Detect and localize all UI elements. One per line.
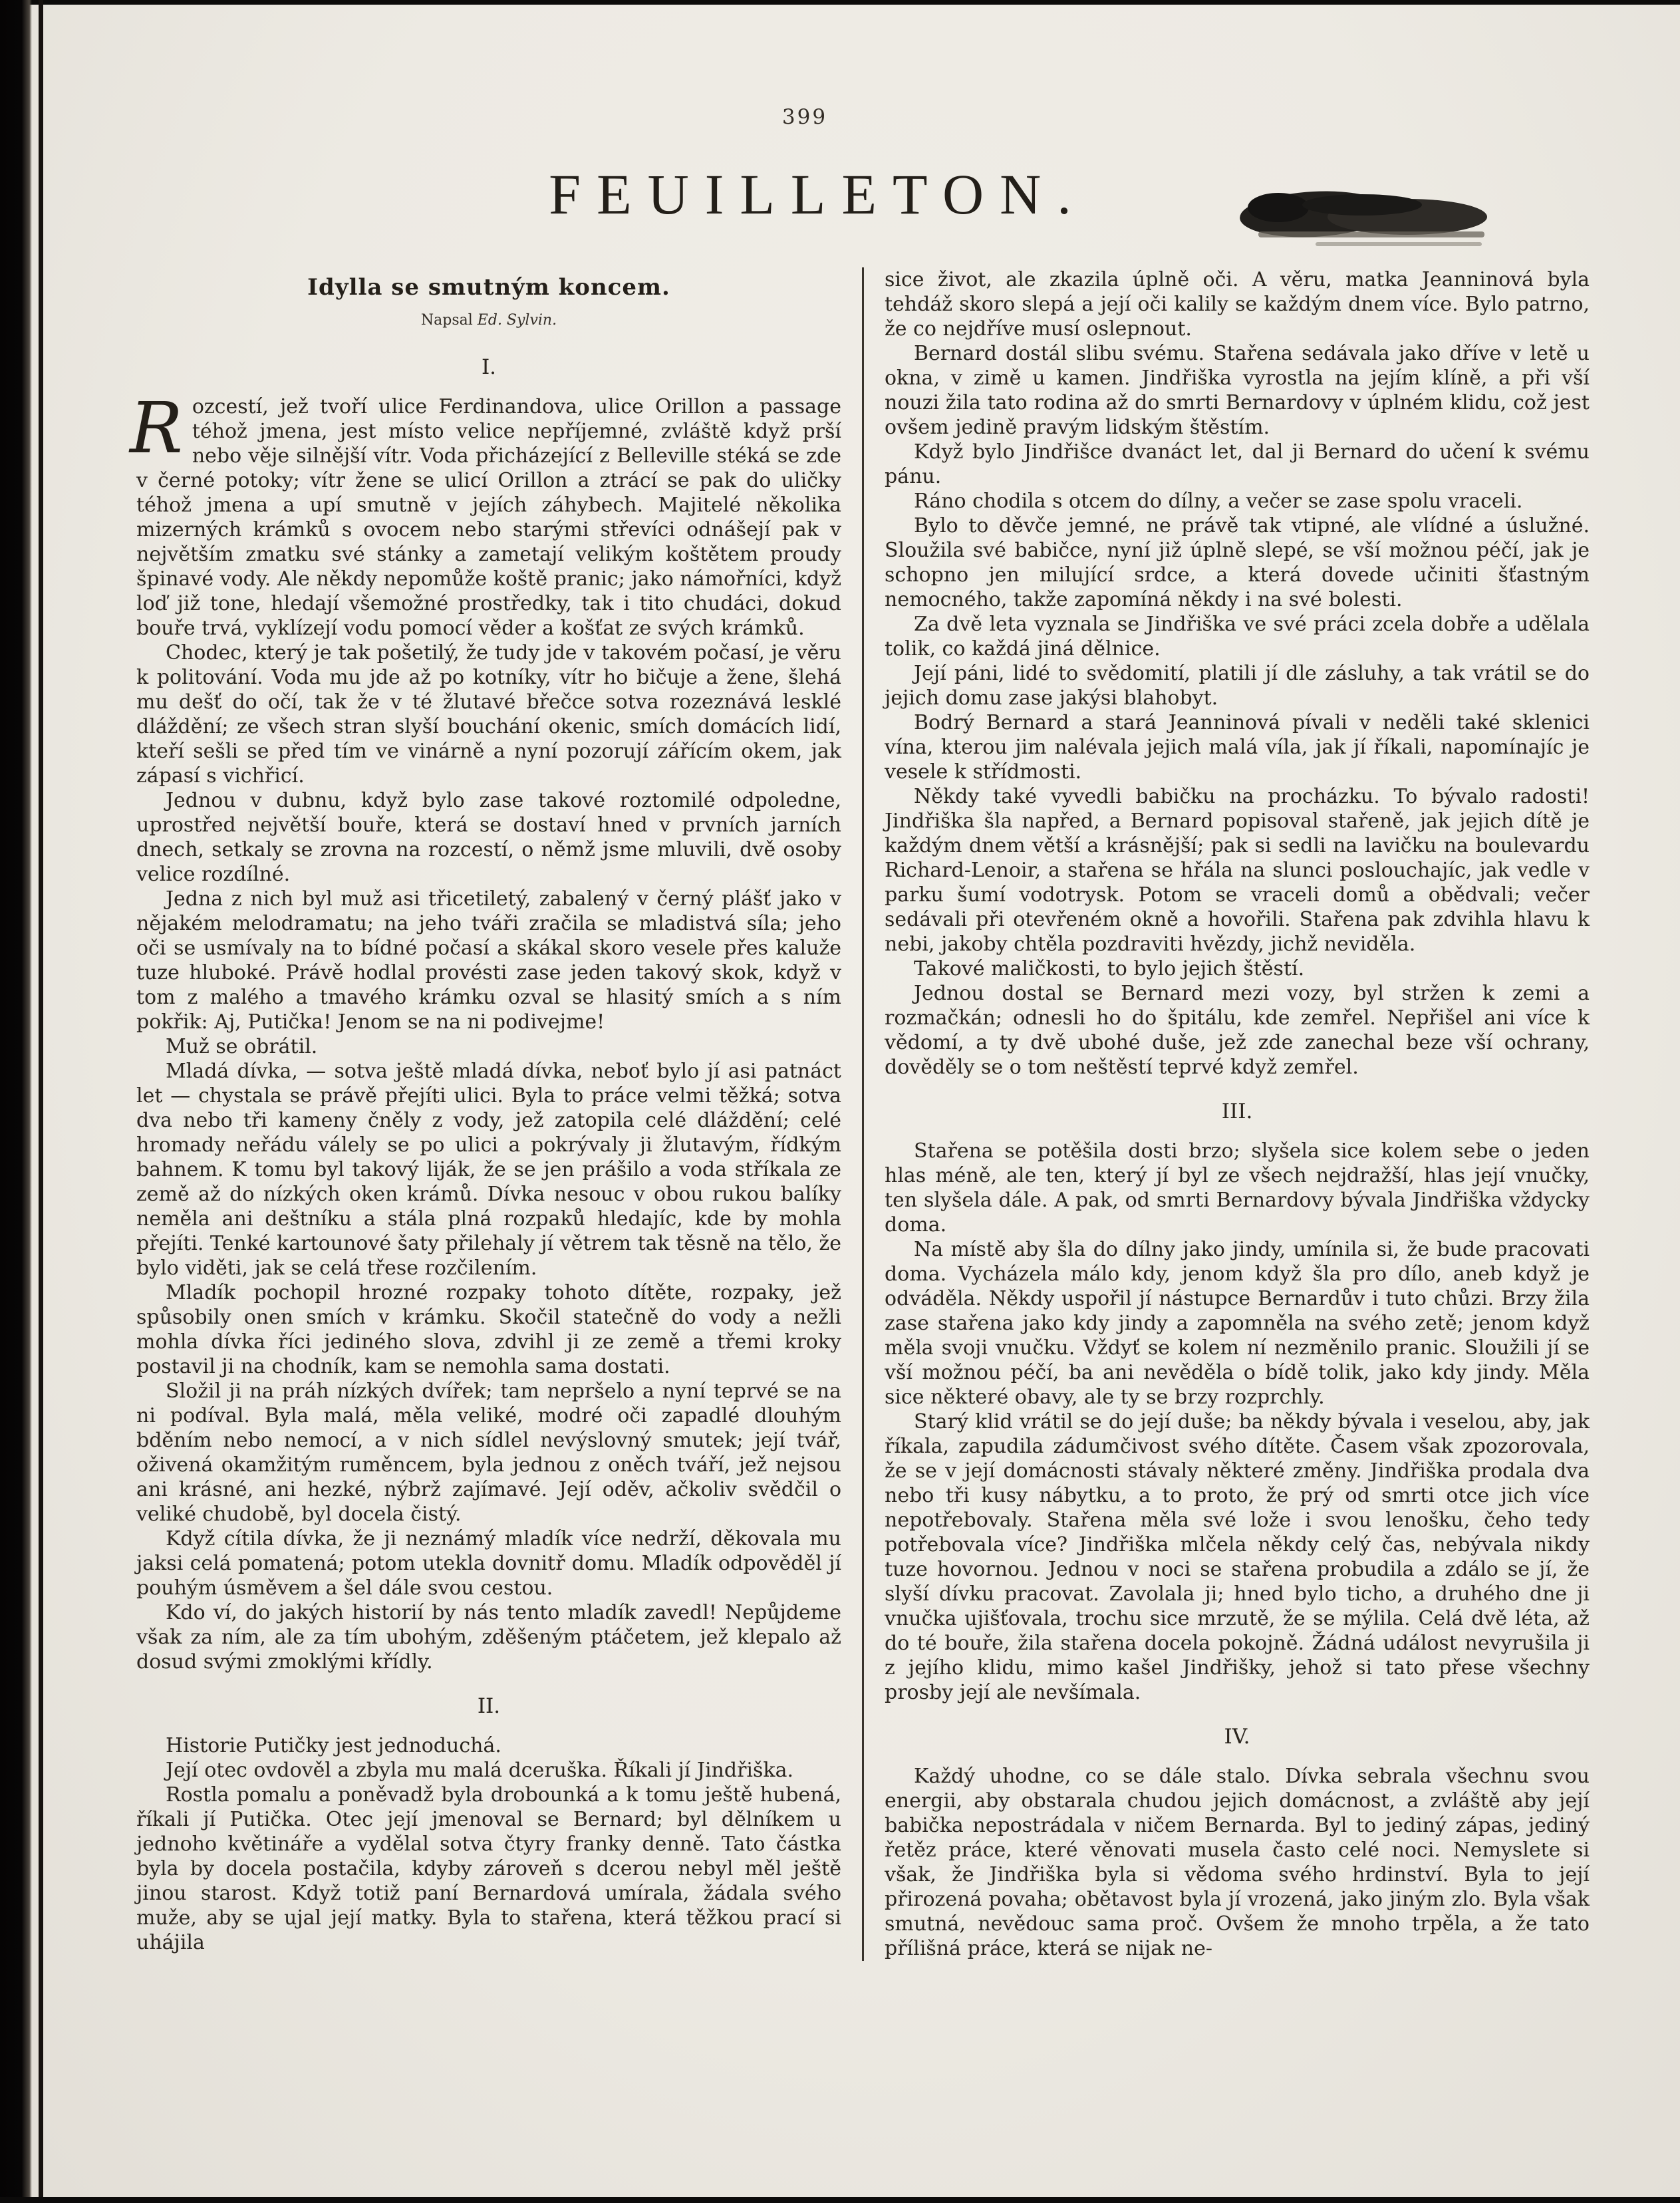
paragraph: Každý uhodne, co se dále stalo. Dívka sebrala všechnu svou energii, aby obstarala chudou jejich domácnost, a zvláště aby její babička nepostrádala v ničem Bernarda. Byl to jediný zápas, jediný řetěz práce, které věnovati musela často celé noci. Nemyslete si však, že Jindřiška byla si vědoma svého hrdinství. Byla to její přirozená povaha; obětavost byla jí vrozená, jako jiným zlo. Byla však smutná, nevědouc sama proč. Ovšem že mnoho trpěla, a že tato přílišná práce, která se nijak ne-: [885, 1765, 1590, 1960]
section-numeral: III.: [1221, 1100, 1253, 1123]
article-byline: [136, 308, 841, 333]
scan-edge-bottom: [0, 2197, 1680, 2203]
section-numeral: II.: [477, 1694, 501, 1718]
paragraph: Mladá dívka, — sotva ještě mladá dívka, neboť bylo jí asi patnáct let — chystala se právě přejíti ulici. Byla to práce velmi těžká; sotva dva nebo tři kameny čněly z vody, jež zatopila celé dláždění; celé hromady neřádu válely se po ulici a pokrývaly ji žlutavým, řídkým bahnem. K tomu byl takový liják, že se jen prášilo a voda stříkala ze země až do nízkých oken krámů. Dívka nesouc v obou rukou balíky neměla ani deštníku a stála plná rozpaků hledajíc, kde by mohla přejíti. Tenké kartounové šaty přilehaly jí větrem tak těsně na tělo, že bylo viděti, jak se celá třese rozčilením.: [136, 1060, 841, 1280]
paragraph: Takové maličkosti, to bylo jejich štěstí.: [914, 957, 1305, 980]
paragraph: Když cítila dívka, že ji neznámý mladík více nedrží, děkovala mu jaksi celá pomatená; potom utekla dovnitř domu. Mladík odpověděl jí pouhým úsměvem a šel dále svou cestou.: [136, 1527, 841, 1600]
paragraph: Složil ji na práh nízkých dvířek; tam nepršelo a nyní teprvé se na ni podíval. Byla malá, měla veliké, modré oči zapadlé dlouhým bděním nebo nemocí, a v nich sídlel nevýslovný smutek; její tvář, oživená okamžitým ruměncem, byla jednou z oněch tváří, jež nejsou ani krásné, ani hezké, nýbrž zajímavé. Její oděv, ačkoliv svědčil o veliké chudobě, byl docela čistý.: [136, 1380, 841, 1526]
paragraph: Bylo to děvče jemné, ne právě tak vtipné, ale vlídné a úslužné. Sloužila své babičce, nyní již úplně slepé, se vší možnou péčí, jak je schopno jen milující srdce, a která dovede učiniti šťastným nemocného, takže zapomíná někdy i na své bolesti.: [885, 514, 1590, 611]
section-numeral: I.: [481, 355, 497, 379]
paragraph: Chodec, který je tak pošetilý, že tudy jde v takovém počasí, je věru k politování. Voda mu jde až po kotníky, vítr ho bičuje a žene, šlehá mu dešť do očí, tak že v té žlutavé břečce sotva rozeznává lesklé dláždění; ze všech stran slyší bouchání okenic, smích domácích lidí, kteří sešli se před tím ve vinárně a nyní pozorují zářícím okem, jak zápasí s vichřicí.: [136, 641, 841, 788]
paragraph: Jednou v dubnu, když bylo zase takové roztomilé odpoledne, uprostřed největší bouře, která se dostaví hned v prvních jarních dnech, setkaly se zrovna na rozcestí, o němž jsme mluvili, dvě osoby velice rozdílné.: [136, 789, 841, 886]
paragraph: Její páni, lidé to svědomití, platili jí dle zásluhy, a tak vrátil se do jejich domu zase jakýsi blahobyt.: [885, 662, 1590, 710]
section-numeral: IV.: [1224, 1725, 1250, 1749]
binding-edge: [0, 0, 32, 2203]
article-columns: [130, 267, 1593, 1961]
paragraph: Bernard dostál slibu svému. Stařena sedávala jako dříve v letě u okna, v zimě u kamen. Jindřiška vyrostla na jejím klíně, a při vší nouzi žila tato rodina až do smrti Bernardovy v úplném klidu, což jest ovšem jedině pravým lidským štěstím.: [885, 342, 1590, 439]
column-divider: [862, 267, 864, 1961]
paragraph: Jedna z nich byl muž asi třicetiletý, zabalený v černý plášť jako v nějakém melodramatu; na jeho tváři zračila se mladistvá síla; jeho oči se usmívaly na to bídné počasí a skákal skoro vesele přes kaluže tuze hluboké. Právě hodlal provésti zase jeden takový skok, když v tom z malého a tmavého krámku ozval se hlasitý smích a s ním pokřik: Aj, Putička! Jenom se na ni podivejme!: [136, 887, 841, 1034]
ink-smudge-shape: [1236, 188, 1502, 257]
paragraph: Mladík pochopil hrozné rozpaky tohoto dítěte, rozpaky, jež spůsobily onen smích v krámku. Skočil statečně do vody a nežli mohla dívka říci jediného slova, zdvihl ji ze země a třemi kroky postavil ji na chodník, kam se nemohla sama dostati.: [136, 1281, 841, 1378]
paragraph: sice život, ale zkazila úplně oči. A věru, matka Jeanninová byla tehdáž skoro slepá a její oči kalily se každým dnem více. Bylo patrno, že co nejdříve musí oslepnout.: [885, 268, 1590, 341]
binding-crease: [39, 0, 43, 2203]
paragraph: Rostla pomalu a poněvadž byla drobounká a k tomu ještě hubená, říkali jí Putička. Otec její jmenoval se Bernard; byl dělníkem u jednoho květináře a vydělal sotva čtyry franky denně. Tato částka byla by docela postačila, kdyby zároveň s dcerou nebyl měl ještě jinou starost. Když totiž paní Bernardová umírala, žádala svého muže, aby se ujal její matky. Byla to stařena, která těžkou prací si uhájila: [136, 1783, 841, 1954]
paragraph: Muž se obrátil.: [166, 1035, 318, 1058]
paragraph: Historie Putičky jest jednoduchá.: [166, 1734, 501, 1757]
opening-paragraph: Rozcestí, jež tvoří ulice Ferdinandova, ulice Orillon a passage téhož jmena, jest místo velice nepříjemné, zvláště když prší nebo věje silnější vítr. Voda přicházející z Belleville stéká se zde v černé potoky; vítr žene se ulicí Orillon a ztrácí se pak do uličky téhož jmena a upí smutně v jejích záhybech. Majitelé několika mizerných krámků s ovocem nebo starými střevíci odnášejí pak v největším zmatku své stánky a zametají velikým koštětem proudy špinavé vody. Ale někdy nepomůže koště pranic; jako námořníci, když loď již tone, hledají všemožné prostředky, tak i tito chudáci, dokud bouře trvá, vyklízejí vodu pomocí věder a košťat ze svých krámků.: [130, 387, 841, 640]
paragraph: Starý klid vrátil se do její duše; ba někdy bývala i veselou, aby, jak říkala, zapudila zádumčivost svého dítěte. Časem však zpozorovala, že se v její domácnosti stávaly některé změny. Jindřiška prodala dva nebo tři kusy nábytku, a to proto, že prý od smrti otce jich více nepotřebovaly. Stařena měla své lože i svou lenošku, čeho tedy potřebovala více? Jindřiška mlčela někdy celý čas, nebývala nikdy tuze hovornou. Jednou v noci se stařena probudila a zdálo se jí, že slyší dívku pracovat. Zavolala ji; hned bylo ticho, a druhého dne ji vnučka ujišťovala, trochu sice mrzutě, že se mýlila. Celá dvě léta, až do té bouře, žila stařena docela pokojně. Žádná událost nevyrušila ji z jejího klidu, mimo kašel Jindřišky, jehož si tato přese všechny prosby její ale nevšímala.: [885, 1410, 1590, 1704]
feuilleton-masthead: FEUILLETON.: [549, 162, 1087, 226]
paragraph: Ráno chodila s otcem do dílny, a večer se zase spolu vraceli.: [914, 490, 1523, 513]
right-column: [885, 267, 1590, 1961]
article-title: Idylla se smutným koncem.: [307, 274, 670, 301]
drop-cap-initial: R: [130, 387, 183, 469]
scan-edge-top: [0, 0, 1680, 5]
paragraph: Kdo ví, do jakých historií by nás tento mladík zavedl! Nepůjdeme však za ním, ale za tím ubohým, zděšeným ptáčetem, jež klepalo až dosud svými zmoklými křídly.: [136, 1601, 841, 1674]
paragraph: Jednou dostal se Bernard mezi vozy, byl stržen k zemi a rozmačkán; odnesli ho do špitálu, kde zemřel. Nepřišel ani více k vědomí, a ty dvě ubohé duše, jež zde zanechal beze vší ochrany, dověděly se o tom neštěstí teprvé když zemřel.: [885, 982, 1590, 1079]
ink-smudge: [1236, 188, 1502, 257]
byline-prefix: Napsal: [420, 312, 478, 329]
byline-author: Ed. Sylvin.: [477, 312, 557, 329]
paragraph: Když bylo Jindřišce dvanáct let, dal ji Bernard do učení k svému pánu.: [885, 440, 1590, 488]
paragraph: Někdy také vyvedli babičku na procházku. To bývalo radosti! Jindřiška šla napřed, a Bernard popisoval stařeně, jak jejich dítě je každým dnem větší a krásnější; pak si sedli na lavičku na boulevardu Richard-Lenoir, a stařena se hřála na slunci poslouchajíc, jak vedle v parku šumí vodotrysk. Potom se vraceli domů a obědvali; večer sedávali při otevřeném okně a hovořili. Stařena pak zdvihla hlavu k nebi, jakoby chtěla pozdraviti hvězdy, jichž neviděla.: [885, 785, 1590, 956]
paragraph: Bodrý Bernard a stará Jeanninová pívali v neděli také sklenici vína, kterou jim nalévala jejich malá víla, jak jí říkali, napomínajíc je vesele k střídmosti.: [885, 711, 1590, 784]
left-column: [130, 267, 841, 1961]
page-number: 399: [781, 105, 828, 129]
paragraph: Její otec ovdověl a zbyla mu malá dceruška. Říkali jí Jindřiška.: [166, 1759, 794, 1782]
paragraph: Stařena se potěšila dosti brzo; slyšela sice kolem sebe o jeden hlas méně, ale ten, který jí byl ze všech nejdražší, hlas její vnučky, ten slyšela dále. A pak, od smrti Bernardovy bývala Jindřiška vždycky doma.: [885, 1139, 1590, 1237]
paragraph: Za dvě leta vyznala se Jindřiška ve své práci zcela dobře a udělala tolik, co každá jiná dělnice.: [885, 613, 1590, 661]
paragraph: Na místě aby šla do dílny jako jindy, umínila si, že bude pracovati doma. Vycházela málo kdy, jenom když šla pro dílo, aneb když je odváděla. Někdy uspořil jí nástupce Bernardův i tuto chůzi. Brzy žila zase stařena jako kdy jindy a zapomněla na svého zetě; jenom když měla svoji vnučku. Vždyť se kolem ní nezměnilo pranic. Sloužili jí se vší možnou péčí, ba ani nevěděla o bídě tolik, jako kdy jindy. Měla sice některé obavy, ale ty se brzy rozprchly.: [885, 1238, 1590, 1409]
